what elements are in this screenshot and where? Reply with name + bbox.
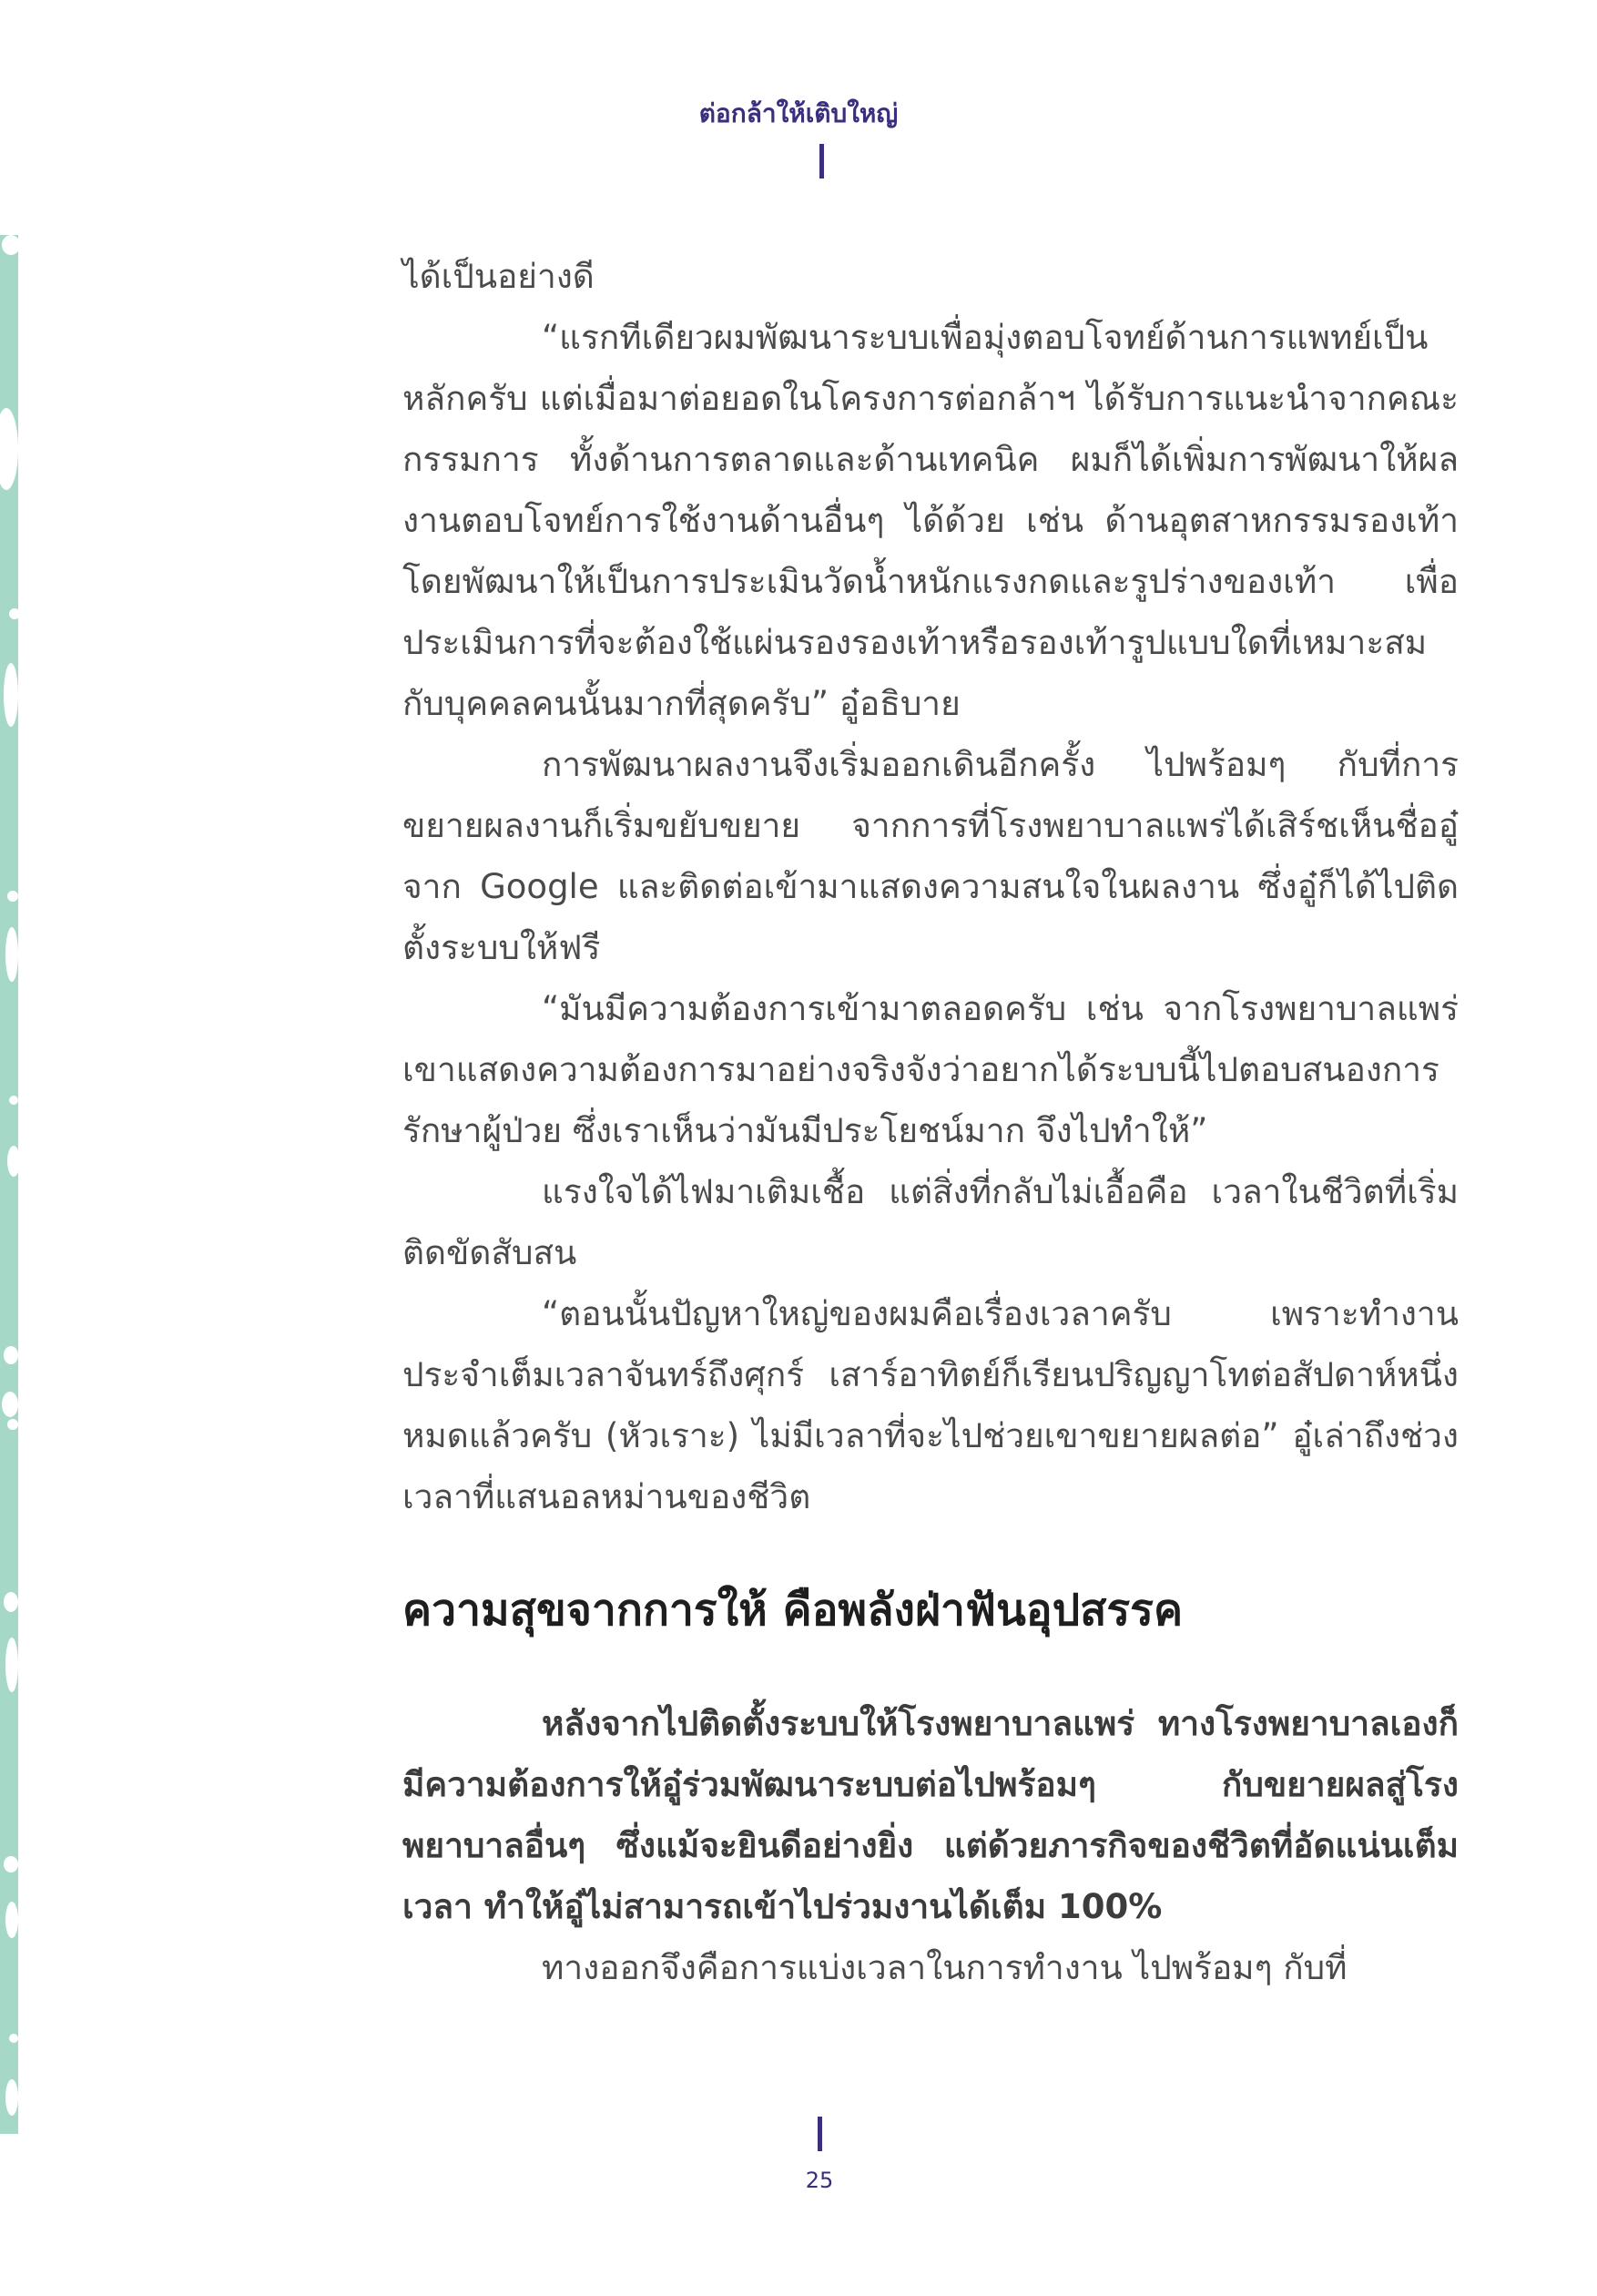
bubble-decoration <box>2 235 20 255</box>
article-body <box>402 246 1459 1998</box>
bubble-decoration <box>4 1346 18 1364</box>
bubble-decoration <box>5 2079 18 2116</box>
section-heading: ความสุขจากการให้ คือพลังฝ่าฟันอุปสรรค <box>402 1585 1184 1636</box>
paragraph: แรงใจได้ไฟมาเติมเชื้อ แต่สิ่งที่กลับไม่เอื้อคือ เวลาในชีวิตที่เริ่มติดขัดสับสน <box>402 1172 1459 1272</box>
page-number: 25 <box>805 2168 834 2193</box>
bubble-decoration <box>4 663 18 727</box>
paragraph: “มันมีความต้องการเข้ามาตลอดครับ เช่น จากโรงพยาบาลแพร่ เขาแสดงความต้องการมาอย่างจริงจังว่าอยากได้ระบบนี้ไปตอบสนองการรักษาผู้ป่วย ซึ่งเราเห็นว่ามันมีประโยชน์มาก จึงไปทำให้” <box>402 989 1459 1150</box>
bubble-decoration <box>9 1096 18 1105</box>
bubble-decoration <box>9 608 20 619</box>
lead-paragraph: หลังจากไปติดตั้งระบบให้โรงพยาบาลแพร่ ทางโรงพยาบาลเองก็มีความต้องการให้อู๋ร่วมพัฒนาระบบต่อไปพร้อมๆ กับขยายผลสู่โรงพยาบาลอื่นๆ ซึ่งแม้จะยินดีอย่างยิ่ง แต่ด้วยภารกิจของชีวิตที่อัดแน่นเต็มเวลา ทำให้อู๋ไม่สามารถเข้าไปร่วมงานได้เต็ม 100% <box>402 1704 1459 1926</box>
bubble-decoration <box>4 1592 18 1612</box>
bubble-decoration <box>5 1902 18 1938</box>
bubble-decoration <box>5 1638 18 1692</box>
bubble-decoration <box>7 1146 20 1177</box>
paragraph: การพัฒนาผลงานจึงเริ่มออกเดินอีกครั้ง ไปพร้อมๆ กับที่การขยายผลงานก็เริ่มขยับขยาย จากการที่โรงพยาบาลแพร่ได้เสิร์ชเห็นชื่ออู๋จาก Google และติดต่อเข้ามาแสดงความสนใจในผลงาน ซึ่งอู๋ก็ได้ไปติดตั้งระบบให้ฟรี <box>402 745 1459 967</box>
bubble-decoration <box>2 1392 18 1417</box>
decorative-side-band <box>0 235 18 2134</box>
bubble-decoration <box>7 891 18 902</box>
title-divider <box>819 144 824 179</box>
paragraph: ได้เป็นอย่างดี <box>402 257 595 296</box>
bubble-decoration <box>9 2034 18 2043</box>
bubble-decoration <box>4 1856 18 1873</box>
footer-divider <box>818 2117 822 2151</box>
bubble-decoration <box>5 927 18 982</box>
paragraph: “แรกทีเดียวผมพัฒนาระบบเพื่อมุ่งตอบโจทย์ด้านการแพทย์เป็นหลักครับ แต่เมื่อมาต่อยอดในโครงการต่อกล้าฯ ได้รับการแนะนำจากคณะกรรมการ ทั้งด้านการตลาดและด้านเทคนิค ผมก็ได้เพิ่มการพัฒนาให้ผลงานตอบโจทย์การใช้งานด้านอื่นๆ ได้ด้วย เช่น ด้านอุตสาหกรรมรองเท้า โดยพัฒนาให้เป็นการประเมินวัดน้ำหนักแรงกดและรูปร่างของเท้า เพื่อประเมินการที่จะต้องใช้แผ่นรองรองเท้าหรือรองเท้ารูปแบบใดที่เหมาะสมกับบุคคลคนนั้นมากที่สุดครับ” อู๋อธิบาย <box>402 318 1459 723</box>
paragraph: ทางออกจึงคือการแบ่งเวลาในการทำงาน ไปพร้อมๆ กับที่ <box>542 1948 1348 1987</box>
running-title: ต่อกล้าให้เติบใหญ่ <box>698 98 899 128</box>
bubble-decoration <box>0 408 18 490</box>
bubble-decoration <box>7 1419 18 1430</box>
paragraph: “ตอนนั้นปัญหาใหญ่ของผมคือเรื่องเวลาครับ เพราะทำงานประจำเต็มเวลาจันทร์ถึงศุกร์ เสาร์อาทิตย์ก็เรียนปริญญาโทต่อสัปดาห์หนึ่งหมดแล้วครับ (หัวเราะ) ไม่มีเวลาที่จะไปช่วยเขาขยายผลต่อ” อู๋เล่าถึงช่วงเวลาที่แสนอลหม่านของชีวิต <box>402 1294 1459 1516</box>
